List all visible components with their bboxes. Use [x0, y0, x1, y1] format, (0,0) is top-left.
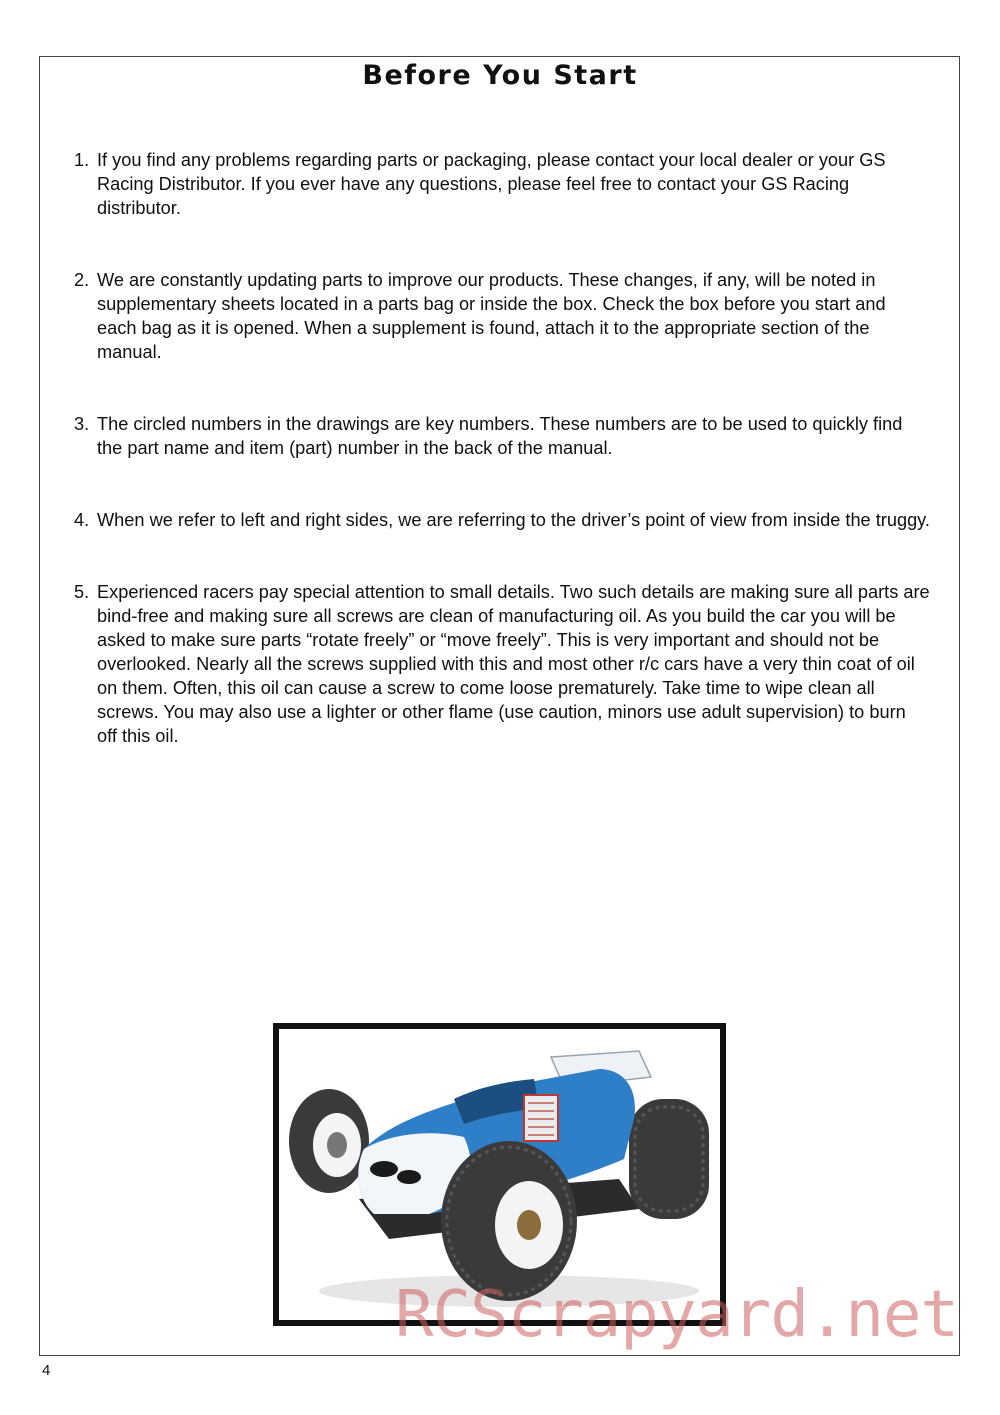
item-number: 4.	[74, 510, 90, 530]
item-number: 2.	[74, 270, 90, 290]
item-number: 3.	[74, 414, 90, 434]
item-text: The circled numbers in the drawings are key numbers. These numbers are to be used to quickly find the part name and item (part) number in the back of the manual.	[97, 414, 903, 458]
page-number: 4	[42, 1362, 51, 1379]
front-right-tire	[441, 1141, 577, 1301]
item-text: We are constantly updating parts to improve our products. These changes, if any, will be noted in supplementary sheets located in a parts bag or inside the box. Check the box before you start and each bag as it is opened. When a supplement is found, attach it to the appropriate section of the manual.	[97, 270, 886, 362]
item-text: When we refer to left and right sides, we are referring to the driver’s point of view from inside the truggy.	[97, 510, 930, 530]
rear-right-tire	[629, 1099, 709, 1219]
page-title: Before You Start	[362, 60, 638, 91]
instruction-list	[74, 148, 930, 748]
item-text: If you find any problems regarding parts or packaging, please contact your local dealer or your GS Racing Distributor. If you ever have any questions, please feel free to contact your GS Racing distributor.	[97, 150, 886, 218]
list-item	[74, 508, 930, 532]
list-item	[74, 268, 930, 364]
item-number: 5.	[74, 582, 90, 602]
list-item	[74, 148, 930, 220]
list-item	[74, 580, 930, 748]
item-number: 1.	[74, 150, 90, 170]
list-item	[74, 412, 930, 460]
item-text: Experienced racers pay special attention to small details. Two such details are making sure all parts are bind-free and making sure all screws are clean of manufacturing oil. As you build the car you will be asked to make sure parts “rotate freely” or “move freely”. This is very important and should not be overlooked. Nearly all the screws supplied with this and most other r/c cars have a very thin coat of oil on them. Often, this oil can cause a screw to come loose prematurely. Take time to wipe clean all screws. You may also use a lighter or other flame (use caution, minors use adult supervision) to burn off this oil.	[97, 582, 930, 746]
rc-truggy-illustration	[279, 1029, 720, 1320]
rear-left-tire	[289, 1089, 369, 1193]
watermark: RCScrapyard.net	[395, 1278, 958, 1352]
